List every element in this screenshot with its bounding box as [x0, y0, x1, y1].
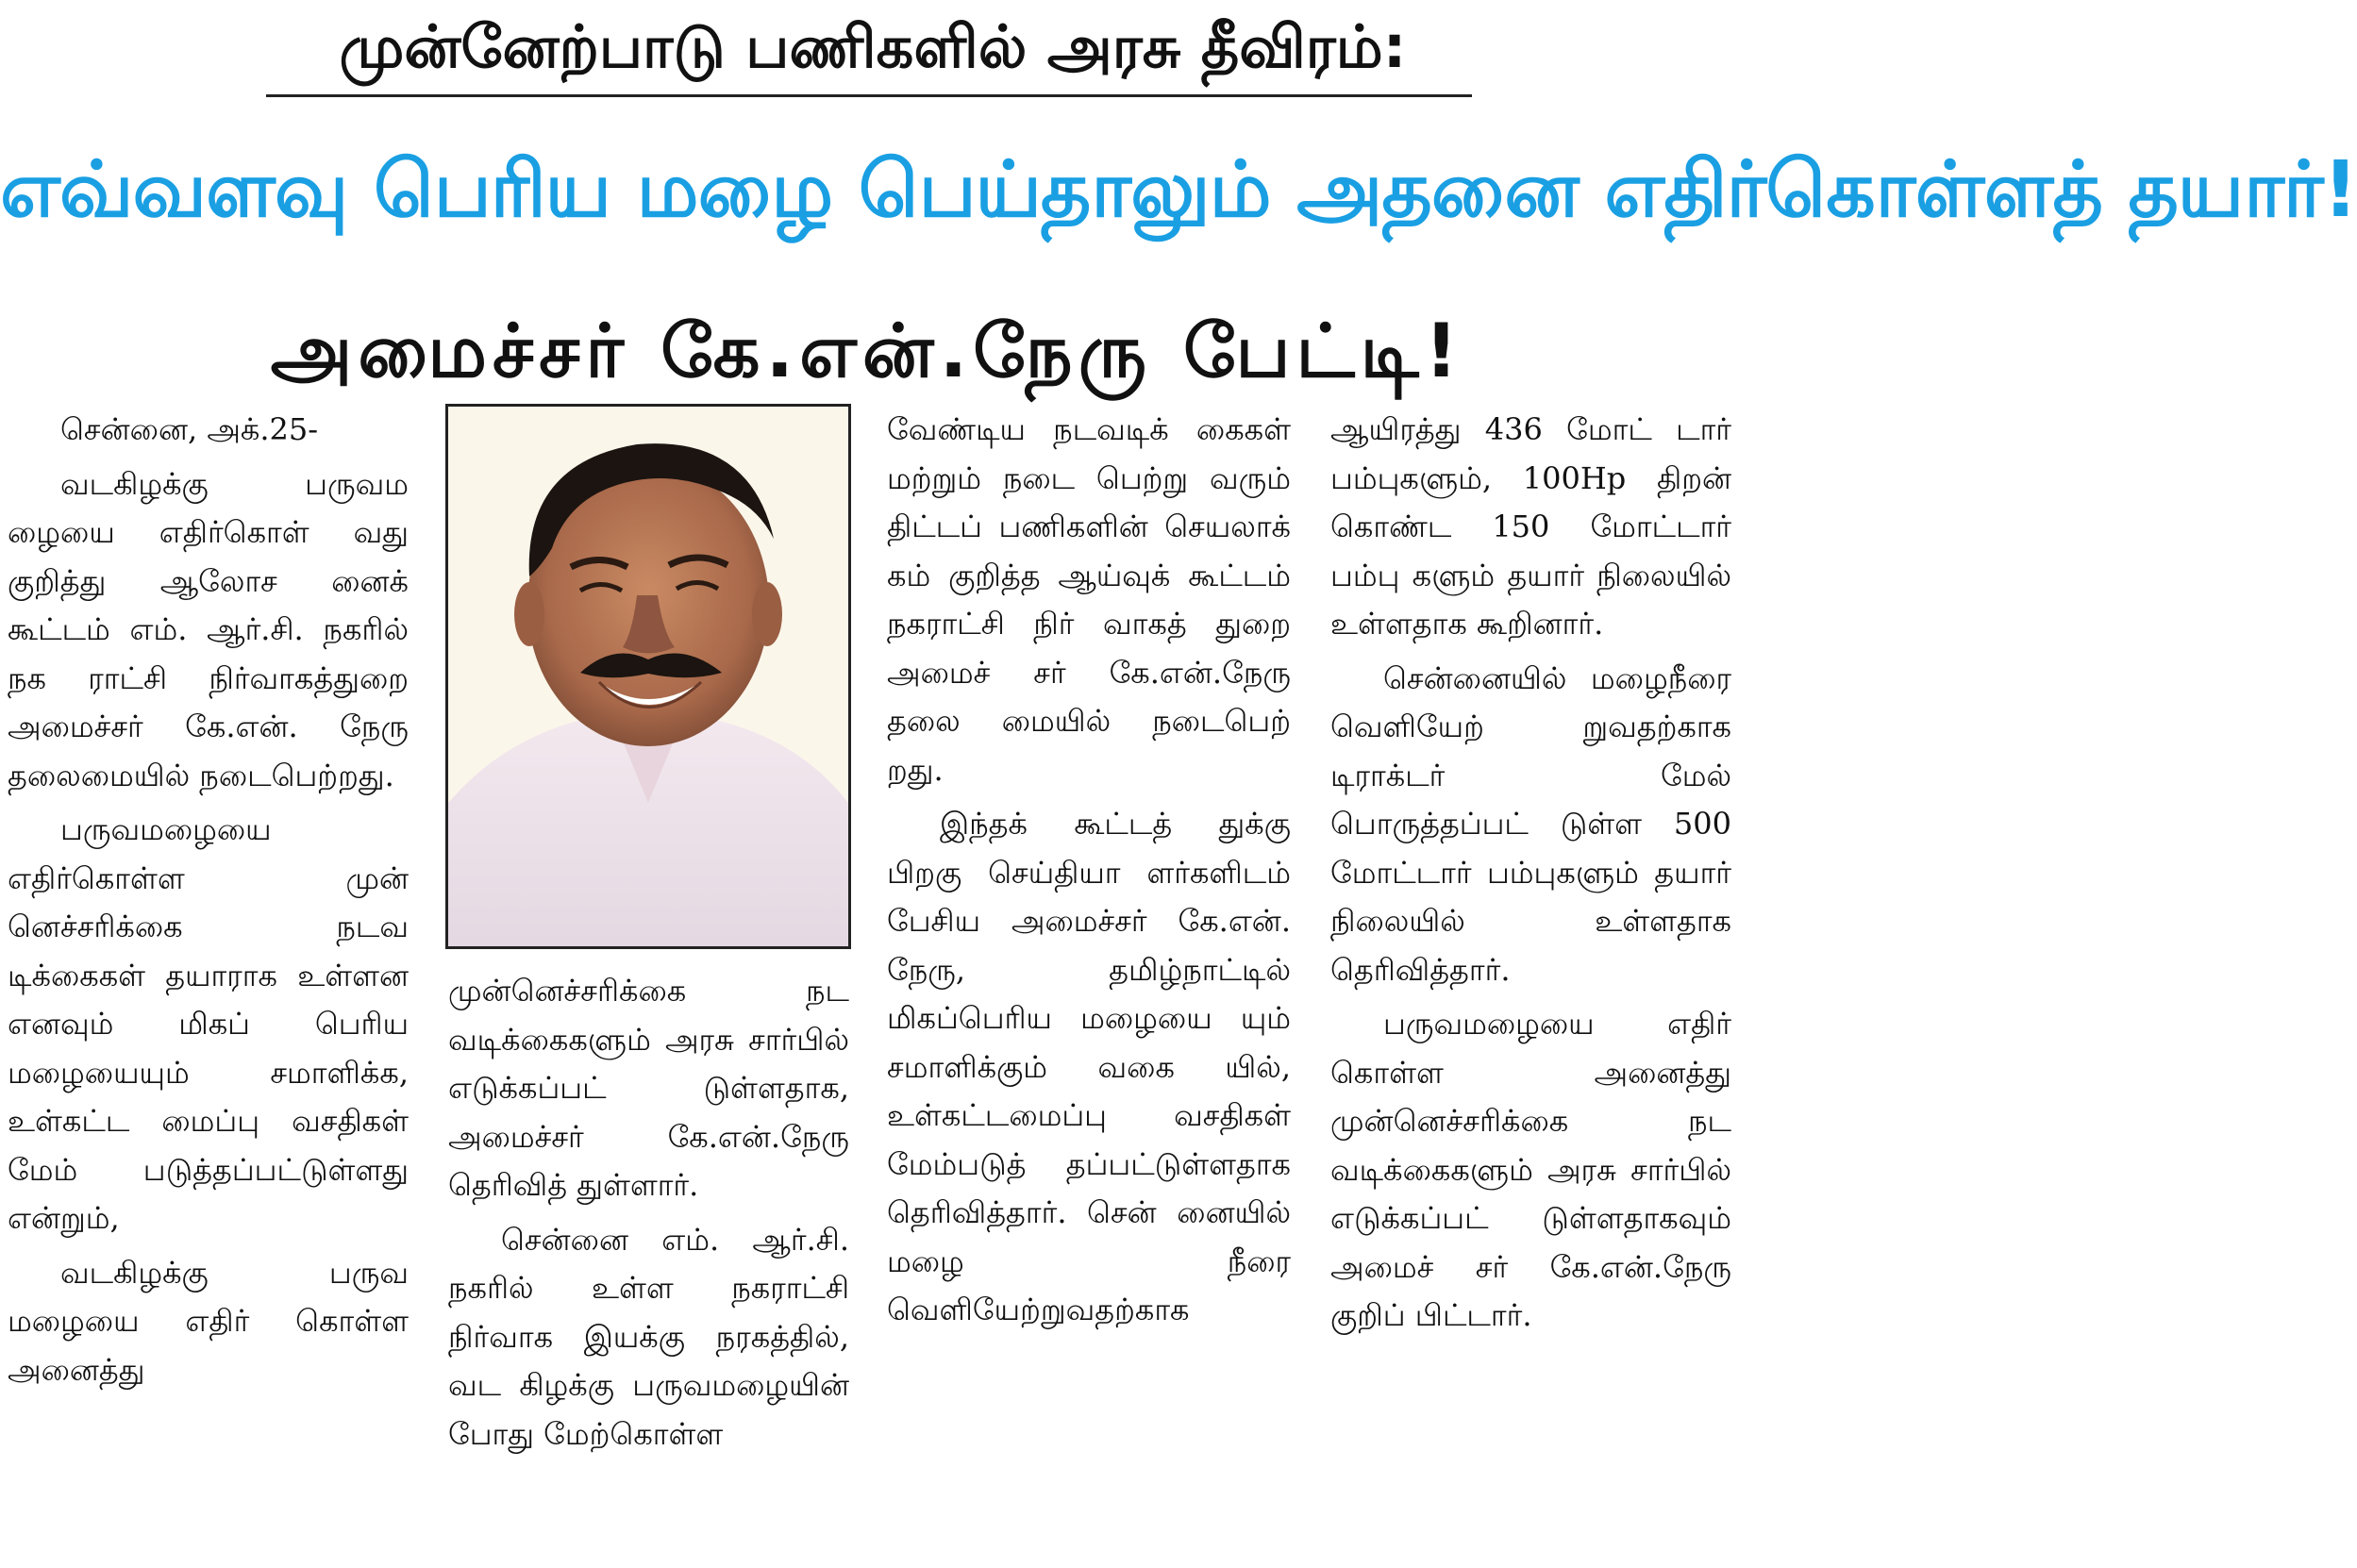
article-paragraph: ஆயிரத்து 436 மோட் டார் பம்புகளும், 100Hp திறன் கொண்ட 150 மோட்டார் பம்பு களும் தயார் நிலையில் உள்ளதாக கூறினார். [1330, 411, 1731, 642]
article-paragraph: சென்னை எம். ஆர்.சி. நகரில் உள்ள நகராட்சி நிர்வாக இயக்கு நரகத்தில், வட கிழக்கு பருவமழையின் போது மேற்கொள்ள [448, 1221, 849, 1452]
subheadline: அமைச்சர் கே.என்.நேரு பேட்டி! [270, 309, 1464, 394]
dateline: சென்னை, அக்.25- [60, 411, 319, 447]
article-column-2 [448, 967, 849, 1561]
article-paragraph: இந்தக் கூட்டத் துக்கு பிறகு செய்தியா ளர்களிடம் பேசிய அமைச்சர் கே.என். நேரு, தமிழ்நாட்டில் மிகப்பெரிய மழையை யும் சமாளிக்கும் வகை யில், உள்கட்டமைப்பு வசதிகள் மேம்படுத் தப்பட்டுள்ளதாக தெரிவித்தார். சென் னையில் மழை நீரை வெளியேற்றுவதற்காக [887, 806, 1291, 1327]
article-paragraph: பருவமழையை எதிர் கொள்ள அனைத்து முன்னெச்சரிக்கை நட வடிக்கைகளும் அரசு சார்பில் எடுக்கப்பட் டுள்ளதாகவும் அமைச் சர் கே.என்.நேரு குறிப் பிட்டார். [1330, 1006, 1731, 1333]
article-paragraph: பருவமழையை எதிர்கொள்ள முன் னெச்சரிக்கை நடவ டிக்கைகள் தயாராக உள்ளன எனவும் மிகப் பெரிய மழையையும் சமாளிக்க, உள்கட்ட மைப்பு வசதிகள் மேம் படுத்தப்பட்டுள்ளது என்றும், [8, 811, 409, 1236]
article-paragraph: சென்னையில் மழைநீரை வெளியேற் றுவதற்காக டிராக்டர் மேல் பொருத்தப்பட் டுள்ள 500 மோட்டார் பம்புகளும் தயார் நிலையில் உள்ளதாக தெரிவித்தார். [1330, 659, 1731, 988]
portrait-image [448, 407, 848, 946]
article-paragraph: வடகிழக்கு பருவ மழையை எதிர் கொள்ள அனைத்து [8, 1254, 409, 1388]
article-paragraph: வேண்டிய நடவடிக் கைகள் மற்றும் நடை பெற்று வரும் திட்டப் பணிகளின் செயலாக் கம் குறித்த ஆய்வுக் கூட்டம் நகராட்சி நிர் வாகத் துறை அமைச் சர் கே.என்.நேரு தலை மையில் நடைபெற் றது. [887, 411, 1291, 788]
article-column-1 [8, 406, 409, 1561]
kicker-underline [266, 94, 1472, 97]
article-paragraph: முன்னெச்சரிக்கை நட வடிக்கைகளும் அரசு சார்பில் எடுக்கப்பட் டுள்ளதாக, அமைச்சர் கே.என்.நேரு தெரிவித் துள்ளார். [448, 973, 849, 1203]
article-column-4 [1330, 406, 1731, 1561]
minister-photo [445, 404, 851, 949]
article-column-3 [887, 406, 1291, 1561]
kicker-heading: முன்னேற்பாடு பணிகளில் அரசு தீவிரம்: [339, 12, 1407, 81]
main-headline: எவ்வளவு பெரிய மழை பெய்தாலும் அதனை எதிர்கொள்ளத் தயார்! [0, 145, 2357, 235]
article-paragraph: வடகிழக்கு பருவம ழையை எதிர்கொள் வது குறித்து ஆலோச னைக் கூட்டம் எம். ஆர்.சி. நகரில் நக ராட்சி நிர்வாகத்துறை அமைச்சர் கே.என். நேரு தலைமையில் நடைபெற்றது. [8, 465, 409, 793]
